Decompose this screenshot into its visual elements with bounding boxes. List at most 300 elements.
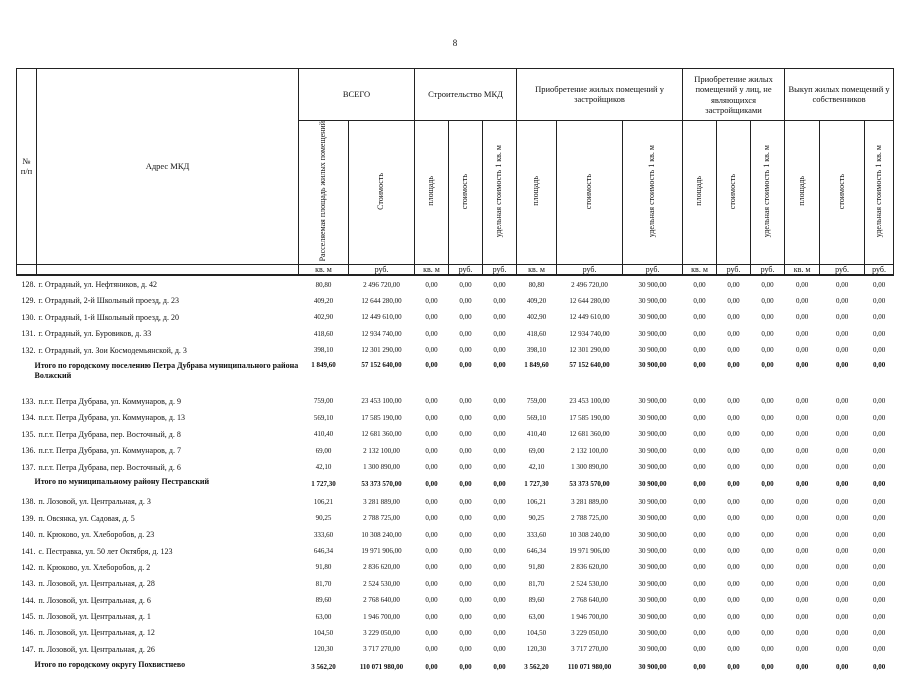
value-cell: 0,00 [693,346,706,355]
value-cell: 104,50 [526,628,547,637]
value-cell: 0,00 [795,579,809,588]
value-cell: 0,00 [459,579,472,588]
row-number: 130. [21,312,36,322]
group-developers-header: Приобретение жилых помещений у застройщиков [517,69,683,121]
row-number: 129. [21,296,36,306]
value-cell: 3 717 270,00 [571,645,608,654]
row-number: 133. [21,396,36,406]
value-cell: 398,10 [313,346,334,355]
value-cell: 0,00 [693,596,706,605]
table-row [17,543,894,559]
sub-header: стоимость [557,121,623,265]
subtotal-row [17,658,894,676]
value-cell: 30 900,00 [638,612,667,621]
value-cell: 0,00 [835,579,849,588]
value-cell: 0,00 [872,361,886,370]
value-cell: 12 681 360,00 [361,430,402,439]
value-cell: 0,00 [459,413,472,422]
subtotal-row [17,475,894,493]
value-cell: 0,00 [761,480,774,489]
value-cell: 30 900,00 [638,446,667,455]
value-cell: 0,00 [425,280,438,289]
value-cell: 30 900,00 [638,530,667,539]
value-cell: 0,00 [727,563,740,572]
value-cell: 0,00 [795,397,809,406]
value-cell: 53 373 570,00 [361,480,402,489]
value-cell: 30 900,00 [638,547,667,555]
address-cell: г. Отрадный, 2-й Школьный проезд, д. 23 [38,296,179,306]
value-cell: 0,00 [835,480,849,489]
value-cell: 0,00 [761,547,774,555]
value-cell: 1 300 890,00 [571,463,608,472]
value-cell: 2 768 640,00 [571,596,608,605]
value-cell: 0,00 [493,645,506,654]
subtotal-label: Итого по городскому поселению Петра Дубрава муниципального района Волжский [34,361,299,380]
value-cell: 10 308 240,00 [361,530,402,539]
value-cell: 0,00 [727,413,740,422]
value-cell: 2 788 725,00 [571,514,608,523]
value-cell: 0,00 [727,346,740,355]
value-cell: 53 373 570,00 [569,480,610,489]
value-cell: 42,10 [528,463,545,472]
value-cell: 0,00 [835,563,849,572]
value-cell: 0,00 [727,280,740,289]
value-cell: 0,00 [872,280,886,289]
value-cell: 0,00 [693,430,706,439]
value-cell: 30 900,00 [638,563,667,572]
value-cell: 30 900,00 [638,497,667,506]
subtotal-label: Итого по городскому округу Похвистнево [34,659,186,669]
unit-label: кв. м [415,265,449,276]
value-cell: 0,00 [761,628,774,637]
value-cell: 0,00 [795,313,809,322]
address-cell: п.г.т. Петра Дубрава, ул. Коммунаров, д. 9 [38,396,181,406]
value-cell: 19 971 906,00 [569,547,610,555]
value-cell: 0,00 [459,463,472,472]
value-cell: 0,00 [727,596,740,605]
value-cell: 0,00 [795,413,809,422]
value-cell: 2 524 530,00 [363,579,400,588]
table-row [17,526,894,542]
value-cell: 0,00 [693,530,706,539]
row-number: 137. [21,462,36,472]
value-cell: 0,00 [459,497,472,506]
value-cell: 12 681 360,00 [569,430,610,439]
value-cell: 12 449 610,00 [569,313,610,322]
value-cell: 0,00 [835,397,849,406]
unit-label: руб. [623,265,683,276]
unit-label: кв. м [299,265,349,276]
value-cell: 0,00 [425,346,438,355]
value-cell: 0,00 [425,463,438,472]
value-cell: 2 496 720,00 [363,280,400,289]
address-cell: г. Отрадный, ул. Нефтяников, д. 42 [38,280,158,290]
value-cell: 30 900,00 [638,645,667,654]
value-cell: 3 281 889,00 [363,497,400,506]
row-number: 134. [21,413,36,423]
value-cell: 0,00 [493,480,506,489]
value-cell: 1 849,60 [311,361,336,370]
address-cell: п. Лозовой, ул. Центральная, д. 1 [38,612,151,622]
value-cell: 12 301 290,00 [569,346,610,355]
value-cell: 0,00 [425,530,438,539]
value-cell: 30 900,00 [638,662,667,671]
value-cell: 42,10 [315,463,332,472]
sub-header: площадь [517,121,557,265]
value-cell: 30 900,00 [638,397,667,406]
value-cell: 0,00 [872,413,886,422]
value-cell: 12 934 740,00 [361,329,402,338]
value-cell: 0,00 [493,497,506,506]
unit-label: руб. [717,265,751,276]
value-cell: 12 449 610,00 [361,313,402,322]
value-cell: 17 585 190,00 [569,413,610,422]
value-cell: 0,00 [872,480,886,489]
value-cell: 0,00 [693,313,706,322]
address-cell: п. Лозовой, ул. Центральная, д. 3 [38,497,151,507]
value-cell: 0,00 [795,480,809,489]
value-cell: 0,00 [872,313,886,322]
value-cell: 402,90 [526,313,547,322]
sub-area-header: Расселяемая площадь жилых помещений [299,121,349,265]
sub-header: удельная стоимость 1 кв. м [865,121,894,265]
address-cell: п.г.т. Петра Дубрава, ул. Коммунаров, д. 13 [38,413,185,423]
sub-header: стоимость [820,121,865,265]
value-cell: 0,00 [693,280,706,289]
value-cell: 1 727,30 [311,480,336,489]
value-cell: 0,00 [459,628,472,637]
value-cell: 30 900,00 [638,628,667,637]
row-number: 139. [21,513,36,523]
value-cell: 0,00 [872,446,886,455]
value-cell: 418,60 [526,329,547,338]
address-cell: п. Крюково, ул. Хлеборобов, д. 23 [38,530,155,540]
value-cell: 0,00 [761,296,774,305]
value-cell: 0,00 [425,313,438,322]
sub-header: площадь [683,121,717,265]
row-number: 144. [21,595,36,605]
sub-header: стоимость [449,121,483,265]
value-cell: 0,00 [727,463,740,472]
address-cell: п. Лозовой, ул. Центральная, д. 28 [38,579,155,589]
value-cell: 0,00 [425,361,438,370]
unit-label: кв. м [683,265,717,276]
value-cell: 0,00 [761,596,774,605]
value-cell: 0,00 [425,329,438,338]
sub-cost-header: Стоимость [349,121,415,265]
row-number: 147. [21,644,36,654]
value-cell: 0,00 [459,514,472,523]
value-cell: 0,00 [872,463,886,472]
value-cell: 0,00 [761,430,774,439]
value-cell: 80,80 [315,280,332,289]
value-cell: 0,00 [795,645,809,654]
value-cell: 30 900,00 [638,463,667,472]
table-row [17,326,894,342]
table-row [17,442,894,458]
table-row [17,410,894,426]
value-cell: 30 900,00 [638,579,667,588]
value-cell: 398,10 [526,346,547,355]
value-cell: 1 849,60 [524,361,549,370]
value-cell: 30 900,00 [638,480,667,489]
table-row [17,559,894,575]
value-cell: 0,00 [835,596,849,605]
table-row [17,393,894,409]
value-cell: 0,00 [693,628,706,637]
value-cell: 0,00 [795,463,809,472]
address-cell: п. Лозовой, ул. Центральная, д. 12 [38,628,155,638]
value-cell: 0,00 [835,547,849,555]
value-cell: 759,00 [313,397,334,406]
group-total-header: ВСЕГО [299,69,415,121]
sub-header: удельная стоимость 1 кв. м [623,121,683,265]
row-number: 135. [21,429,36,439]
value-cell: 0,00 [459,530,472,539]
value-cell: 3 562,20 [524,662,549,671]
row-number: 136. [21,446,36,456]
value-cell: 2 836 620,00 [571,563,608,572]
value-cell: 0,00 [493,563,506,572]
value-cell: 110 071 980,00 [567,662,612,671]
table-row [17,342,894,358]
value-cell: 0,00 [761,413,774,422]
value-cell: 0,00 [493,596,506,605]
address-cell: п.г.т. Петра Дубрава, пер. Восточный, д. 8 [38,429,181,439]
value-cell: 91,80 [315,563,332,572]
value-cell: 0,00 [693,480,706,489]
value-cell: 0,00 [493,313,506,322]
value-cell: 69,00 [528,446,545,455]
value-cell: 569,10 [526,413,547,422]
group-buyout-header: Выкуп жилых помещений у собственников [785,69,894,121]
value-cell: 81,70 [528,579,545,588]
value-cell: 0,00 [795,612,809,621]
value-cell: 0,00 [693,397,706,406]
address-cell: г. Отрадный, 1-й Школьный проезд, д. 20 [38,312,179,322]
table-row [17,426,894,442]
value-cell: 0,00 [835,361,849,370]
value-cell: 0,00 [693,361,706,370]
value-cell: 3 562,20 [311,662,336,671]
value-cell: 0,00 [493,430,506,439]
value-cell: 0,00 [493,361,506,370]
value-cell: 0,00 [835,530,849,539]
value-cell: 0,00 [761,397,774,406]
value-cell: 0,00 [425,579,438,588]
table-row [17,309,894,325]
value-cell: 19 971 906,00 [361,547,402,555]
value-cell: 0,00 [761,361,774,370]
value-cell: 2 496 720,00 [571,280,608,289]
sub-header: площадь [785,121,820,265]
value-cell: 0,00 [835,413,849,422]
value-cell: 0,00 [459,596,472,605]
value-cell: 30 900,00 [638,329,667,338]
value-cell: 0,00 [761,497,774,506]
table-row [17,275,894,292]
address-cell: п. Лозовой, ул. Центральная, д. 6 [38,595,151,605]
value-cell: 0,00 [872,329,886,338]
value-cell: 0,00 [425,397,438,406]
value-cell: 0,00 [795,329,809,338]
table-row [17,494,894,510]
value-cell: 0,00 [795,361,809,370]
value-cell: 0,00 [425,596,438,605]
row-number: 131. [21,329,36,339]
value-cell: 2 132 100,00 [571,446,608,455]
row-number: 143. [21,579,36,589]
value-cell: 3 229 050,00 [363,628,400,637]
value-cell: 759,00 [526,397,547,406]
row-number: 146. [21,628,36,638]
unit-label: руб. [751,265,785,276]
value-cell: 0,00 [835,628,849,637]
value-cell: 0,00 [425,563,438,572]
value-cell: 0,00 [761,662,774,671]
value-cell: 0,00 [425,547,438,555]
value-cell: 81,70 [315,579,332,588]
unit-label: кв. м [785,265,820,276]
value-cell: 1 946 700,00 [571,612,608,621]
value-cell: 0,00 [693,329,706,338]
value-cell: 0,00 [425,628,438,637]
value-cell: 0,00 [693,463,706,472]
value-cell: 3 229 050,00 [571,628,608,637]
value-cell: 63,00 [528,612,545,621]
value-cell: 0,00 [872,596,886,605]
value-cell: 0,00 [761,329,774,338]
value-cell: 57 152 640,00 [569,361,610,370]
value-cell: 418,60 [313,329,334,338]
value-cell: 0,00 [761,530,774,539]
value-cell: 0,00 [693,446,706,455]
value-cell: 0,00 [493,296,506,305]
value-cell: 12 644 280,00 [361,296,402,305]
row-number: 145. [21,612,36,622]
value-cell: 0,00 [761,579,774,588]
value-cell: 0,00 [459,645,472,654]
address-cell: г. Отрадный, ул. Буровиков, д. 33 [38,329,152,339]
value-cell: 0,00 [872,397,886,406]
value-cell: 0,00 [795,628,809,637]
value-cell: 120,30 [526,645,547,654]
value-cell: 0,00 [459,547,472,555]
value-cell: 0,00 [835,430,849,439]
value-cell: 0,00 [693,563,706,572]
value-cell: 0,00 [459,662,472,671]
value-cell: 0,00 [761,346,774,355]
unit-label: руб. [865,265,894,276]
value-cell: 0,00 [727,579,740,588]
address-cell: п.г.т. Петра Дубрава, ул. Коммунаров, д. 7 [38,446,181,456]
value-cell: 0,00 [727,628,740,637]
value-cell: 333,60 [313,530,334,539]
value-cell: 2 768 640,00 [363,596,400,605]
value-cell: 0,00 [493,413,506,422]
value-cell: 0,00 [872,628,886,637]
sub-header: стоимость [717,121,751,265]
value-cell: 0,00 [493,530,506,539]
value-cell: 569,10 [313,413,334,422]
value-cell: 0,00 [835,313,849,322]
value-cell: 30 900,00 [638,296,667,305]
value-cell: 0,00 [761,313,774,322]
group-non-developers-header: Приобретение жилых помещений у лиц, не являющихся застройщиками [683,69,785,121]
value-cell: 0,00 [835,514,849,523]
unit-label: руб. [820,265,865,276]
value-cell: 0,00 [872,530,886,539]
value-cell: 0,00 [727,662,740,671]
value-cell: 0,00 [425,645,438,654]
row-number: 141. [21,546,36,556]
sub-header: удельная стоимость 1 кв. м [751,121,785,265]
value-cell: 0,00 [872,612,886,621]
address-cell: г. Отрадный, ул. Зои Космодемьянской, д. 3 [38,345,187,355]
subtotal-label: Итого по муниципальному району Пестравский [34,477,210,487]
value-cell: 0,00 [872,563,886,572]
value-cell: 2 836 620,00 [363,563,400,572]
value-cell: 63,00 [315,612,332,621]
value-cell: 0,00 [693,662,706,671]
address-cell: п. Крюково, ул. Хлеборобов, д. 2 [38,562,151,572]
value-cell: 0,00 [493,628,506,637]
address-cell: п. Лозовой, ул. Центральная, д. 26 [38,644,155,654]
row-number: 132. [21,345,36,355]
table-row [17,592,894,608]
value-cell: 0,00 [693,413,706,422]
value-cell: 0,00 [727,446,740,455]
value-cell: 0,00 [425,296,438,305]
value-cell: 0,00 [761,563,774,572]
address-cell: п. Овсянка, ул. Садовая, д. 5 [38,513,135,523]
value-cell: 30 900,00 [638,413,667,422]
value-cell: 0,00 [493,547,506,555]
value-cell: 0,00 [795,547,809,555]
row-number: 140. [21,530,36,540]
value-cell: 0,00 [872,497,886,506]
table-row [17,510,894,526]
value-cell: 0,00 [835,446,849,455]
value-cell: 23 453 100,00 [361,397,402,406]
table-row [17,576,894,592]
value-cell: 0,00 [872,662,886,671]
table-row [17,608,894,624]
value-cell: 0,00 [693,547,706,555]
value-cell: 0,00 [459,346,472,355]
value-cell: 0,00 [459,361,472,370]
value-cell: 30 900,00 [638,596,667,605]
value-cell: 410,40 [313,430,334,439]
value-cell: 12 301 290,00 [361,346,402,355]
value-cell: 2 132 100,00 [363,446,400,455]
value-cell: 1 946 700,00 [363,612,400,621]
value-cell: 0,00 [795,296,809,305]
unit-label: руб. [557,265,623,276]
unit-label: руб. [349,265,415,276]
value-cell: 17 585 190,00 [361,413,402,422]
value-cell: 0,00 [727,430,740,439]
value-cell: 0,00 [872,514,886,523]
value-cell: 0,00 [835,662,849,671]
value-cell: 0,00 [872,296,886,305]
value-cell: 409,20 [313,296,334,305]
value-cell: 12 644 280,00 [569,296,610,305]
row-number: 128. [21,280,36,290]
value-cell: 0,00 [459,397,472,406]
value-cell: 0,00 [693,514,706,523]
unit-label: руб. [483,265,517,276]
